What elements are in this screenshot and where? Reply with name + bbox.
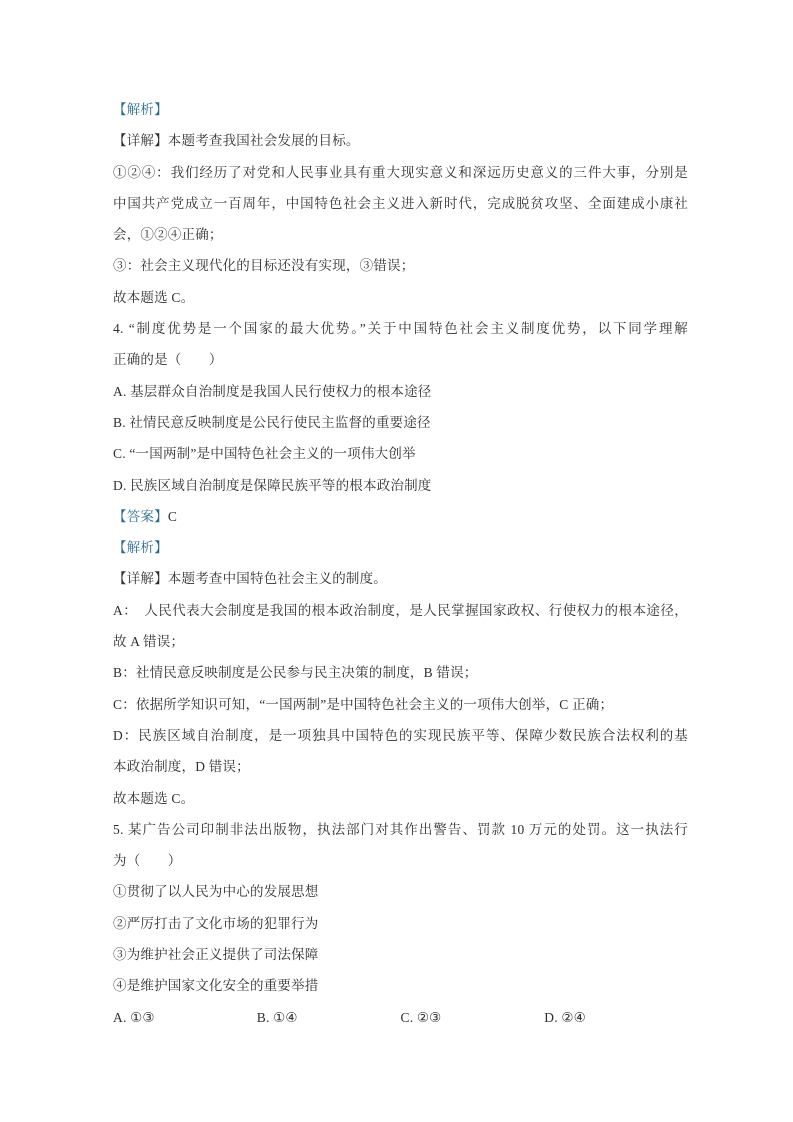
text-line <box>113 876 688 907</box>
text-line <box>113 783 688 814</box>
text-run: ①贯彻了以人民为中心的发展思想 <box>113 884 319 900</box>
text-line <box>113 407 688 438</box>
text-run: A： 人民代表大会制度是我国的根本政治制度，是人民掌握国家政权、行使权力的根本途径， <box>113 602 688 618</box>
text-run: ③：社会主义现代化的目标还没有实现，③错误； <box>113 258 415 274</box>
choice-option: D. ②④ <box>544 1009 586 1025</box>
choice-option: B. ①④ <box>256 1009 298 1025</box>
answer-label: 【答案】 <box>113 508 168 524</box>
text-run: B：社情民意反映制度是公民参与民主决策的制度，B 错误； <box>113 665 478 681</box>
text-run: C：依据所学知识可知，“一国两制”是中国特色社会主义的一项伟大创举，C 正确； <box>113 696 614 712</box>
text-run: B. 社情民意反映制度是公民行使民主监督的重要途径 <box>113 414 431 430</box>
text-line <box>113 845 688 876</box>
text-line <box>113 188 688 219</box>
text-run: ④是维护国家文化安全的重要举措 <box>113 978 319 994</box>
text-line <box>113 814 688 845</box>
analysis-label: 【解析】 <box>113 540 168 556</box>
text-run: 故 A 错误； <box>113 634 185 650</box>
text-line <box>113 282 688 313</box>
text-run: 故本题选 C。 <box>113 790 195 806</box>
text-line <box>113 689 688 720</box>
text-run: ②严厉打击了文化市场的犯罪行为 <box>113 915 319 931</box>
text-line <box>113 751 688 782</box>
text-line <box>113 313 688 344</box>
text-line <box>113 532 688 563</box>
text-line <box>113 657 688 688</box>
text-run: D. 民族区域自治制度是保障民族平等的根本政治制度 <box>113 477 432 493</box>
text-line <box>113 908 688 939</box>
text-run: A. 基层群众自治制度是我国人民行使权力的根本途径 <box>113 383 432 399</box>
text-run: 中国共产党成立一百周年，中国特色社会主义进入新时代，完成脱贫攻坚、全面建成小康社 <box>113 195 688 211</box>
text-line <box>113 626 688 657</box>
answer-value: C <box>167 508 178 524</box>
text-run: 5. 某广告公司印制非法出版物，执法部门对其作出警告、罚款 10 万元的处罚。这一执法行 <box>113 821 688 837</box>
text-run: ①②④：我们经历了对党和人民事业具有重大现实意义和深远历史意义的三件大事，分别是 <box>113 164 688 180</box>
text-line <box>113 157 688 188</box>
choice-option: C. ②③ <box>400 1009 442 1025</box>
text-line <box>113 344 688 375</box>
text-line <box>113 970 688 1001</box>
text-run: D：民族区域自治制度，是一项独具中国特色的实现民族平等、保障少数民族合法权利的基 <box>113 727 688 743</box>
text-run: 正确的是（ ） <box>113 352 223 368</box>
text-line <box>113 470 688 501</box>
text-line <box>113 250 688 281</box>
text-line <box>113 939 688 970</box>
text-run: 本政治制度，D 错误； <box>113 759 250 775</box>
text-line <box>113 563 688 594</box>
text-run: C. “一国两制”是中国特色社会主义的一项伟大创举 <box>113 446 416 462</box>
text-run: 会，①②④正确； <box>113 227 223 243</box>
text-line <box>113 720 688 751</box>
text-run: 4. “制度优势是一个国家的最大优势。”关于中国特色社会主义制度优势，以下同学理解 <box>113 321 688 337</box>
text-line <box>113 219 688 250</box>
text-line <box>113 376 688 407</box>
text-line <box>113 94 688 125</box>
text-run: 【详解】本题考查我国社会发展的目标。 <box>113 133 360 149</box>
choice-option: A. ①③ <box>113 1009 155 1025</box>
document-content <box>113 94 688 1033</box>
text-run: 为（ ） <box>113 853 182 869</box>
choices-row <box>113 1002 688 1033</box>
text-run: 故本题选 C。 <box>113 289 195 305</box>
text-run: ③为维护社会正义提供了司法保障 <box>113 947 319 963</box>
text-run: 【详解】本题考查中国特色社会主义的制度。 <box>113 571 387 587</box>
text-line <box>113 501 688 532</box>
text-line <box>113 125 688 156</box>
text-line <box>113 438 688 469</box>
text-line <box>113 595 688 626</box>
analysis-label: 【解析】 <box>113 102 168 117</box>
